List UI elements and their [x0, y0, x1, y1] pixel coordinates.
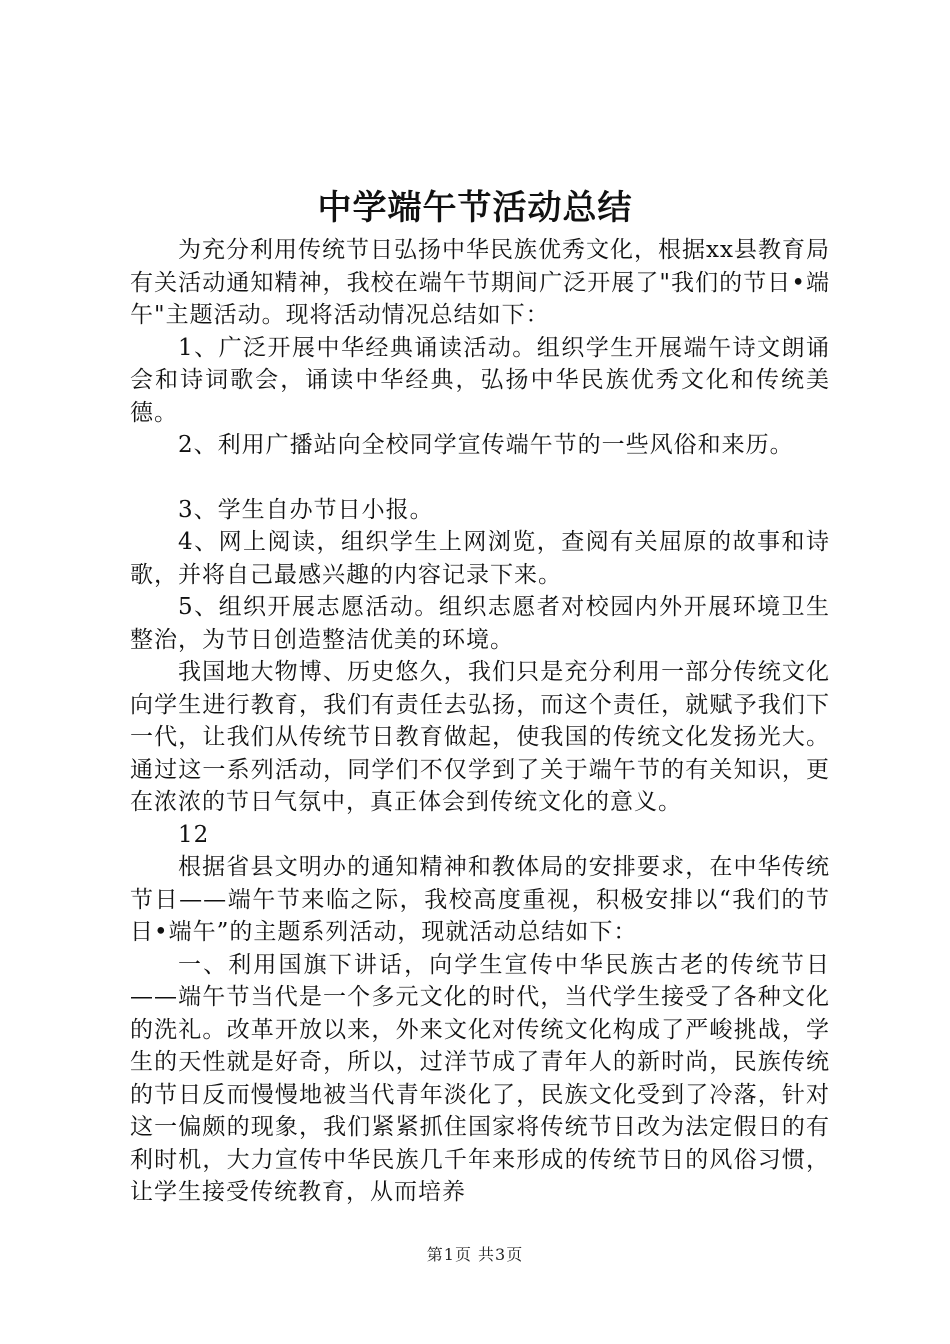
- paragraph-item-5: 5、组织开展志愿活动。组织志愿者对校园内外开展环境卫生整治，为节日创造整洁优美的环境。: [130, 594, 830, 653]
- paragraph-item-1: 1、广泛开展中华经典诵读活动。组织学生开展端午诗文朗诵会和诗词歌会，诵读中华经典，弘扬中华民族优秀文化和传统美德。: [130, 334, 830, 426]
- paragraph-intro: 为充分利用传统节日弘扬中华民族优秀文化，根据xx县教育局有关活动通知精神，我校在端午节期间广泛开展了"我们的节日•端午"主题活动。现将活动情况总结如下：: [130, 237, 830, 328]
- paragraph-separator-number: 12: [178, 821, 210, 848]
- paragraph-section-one: 一、利用国旗下讲话，向学生宣传中华民族古老的传统节日——端午节当代是一个多元文化的时代，当代学生接受了各种文化的洗礼。改革开放以来，外来文化对传统文化构成了严峻挑战，学生的天性就是好奇，所以，过洋节成了青年人的新时尚，民族传统的节日反而慢慢地被当代青年淡化了，民族文化受到了冷落，针对这一偏颇的现象，我们紧紧抓住国家将传统节日改为法定假日的有利时机，大力宣传中华民族几千年来形成的传统节日的风俗习惯，让学生接受传统教育，从而培养: [130, 951, 830, 1205]
- paragraph-item-4: 4、网上阅读，组织学生上网浏览，查阅有关屈原的故事和诗歌，并将自己最感兴趣的内容记录下来。: [130, 529, 830, 588]
- paragraph-conclusion: 我国地大物博、历史悠久，我们只是充分利用一部分传统文化向学生进行教育，我们有责任去弘扬，而这个责任，就赋予我们下一代，让我们从传统节日教育做起，使我国的传统文化发扬光大。通过这一系列活动，同学们不仅学到了关于端午节的有关知识，更在浓浓的节日气氛中，真正体会到传统文化的意义。: [130, 659, 830, 815]
- paragraph-item-2: 2、利用广播站向全校同学宣传端午节的一些风俗和来历。: [178, 432, 794, 458]
- paragraph-second-intro: 根据省县文明办的通知精神和教体局的安排要求，在中华传统节日——端午节来临之际，我校高度重视，积极安排以“我们的节日•端午”的主题系列活动，现就活动总结如下：: [130, 854, 830, 945]
- document-title: 中学端午节活动总结: [317, 188, 633, 228]
- document-body: [130, 234, 830, 1209]
- paragraph-item-3: 3、学生自办节日小报。: [178, 496, 434, 523]
- page-footer: 第1页 共3页: [426, 1245, 524, 1264]
